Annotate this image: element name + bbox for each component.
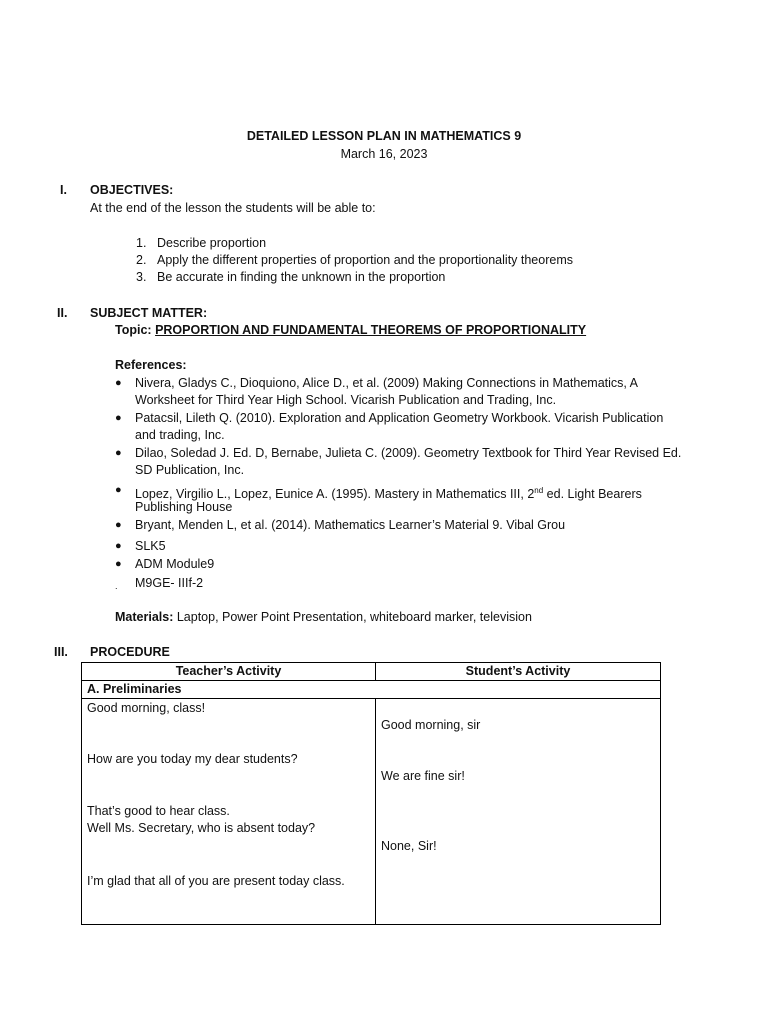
objective-number: 1. — [136, 236, 147, 250]
objective-item: Apply the different properties of proportion and the proportionality theorems — [157, 253, 573, 267]
objectives-heading: OBJECTIVES: — [90, 183, 174, 197]
teacher-line: Well Ms. Secretary, who is absent today? — [87, 821, 316, 835]
topic-label: Topic: — [115, 323, 152, 337]
materials-text: Laptop, Power Point Presentation, whiteboard marker, television — [176, 610, 532, 624]
objective-item: Be accurate in finding the unknown in the proportion — [157, 270, 446, 284]
subject-matter-numeral: II. — [57, 306, 68, 320]
col-student-header: Student’s Activity — [376, 663, 661, 681]
bullet-icon: ● — [115, 484, 122, 496]
teacher-line: I’m glad that all of you are present today class. — [87, 874, 345, 888]
teacher-line: Good morning, class! — [87, 701, 206, 715]
bullet-icon: ● — [115, 558, 122, 570]
teacher-line: How are you today my dear students? — [87, 752, 298, 766]
materials-label: Materials: — [115, 610, 174, 624]
objective-item: Describe proportion — [157, 236, 267, 250]
student-activity-cell — [376, 699, 661, 925]
procedure-numeral: III. — [54, 645, 68, 659]
topic-line — [115, 322, 586, 339]
student-line: We are fine sir! — [381, 769, 465, 783]
subject-matter-heading: SUBJECT MATTER: — [90, 306, 208, 320]
topic-text: PROPORTION AND FUNDAMENTAL THEOREMS OF PROPORTIONALITY — [155, 323, 587, 337]
bullet-icon: . — [115, 581, 118, 591]
document-title: DETAILED LESSON PLAN IN MATHEMATICS 9 — [246, 129, 522, 143]
procedure-heading: PROCEDURE — [90, 645, 170, 659]
table-section-row — [82, 681, 661, 699]
document-date: March 16, 2023 — [340, 147, 428, 161]
bullet-icon: ● — [115, 447, 122, 459]
objectives-intro: At the end of the lesson the students will be able to: — [90, 201, 376, 215]
table-row — [82, 699, 661, 925]
student-line: None, Sir! — [381, 839, 437, 853]
objective-number: 3. — [136, 270, 147, 284]
procedure-table — [81, 662, 661, 925]
table-header-row — [82, 663, 661, 681]
teacher-line: That’s good to hear class. — [87, 804, 230, 818]
col-teacher-header: Teacher’s Activity — [82, 663, 376, 681]
lesson-plan-page: DETAILED LESSON PLAN IN MATHEMATICS 9 March 16, 2023 I. OBJECTIVES: At the end of the lesson the students will be able to: 1. Describe proportion 2. Apply the different properties of proportion and the proportionality theorems 3. Be accurate in finding the unknown in the proportion II. SUBJECT MATTER: Topic: PROPORTION AND FUNDAMENTAL THEOREMS OF PROPORTIONALITY References: ● Nivera, Gladys C., Dioquiono, Alice D., et al. (2009) Making Connections in Mathematics, A Worksheet for Third Year High School. Vicarish Publication and Trading, Inc. ● Patacsil, Lileth Q. (2010). Exploration and Application Geometry Workbook. Vicarish Publication and trading, Inc. ● Dilao, Soledad J. Ed. D, Bernabe, Julieta C. (2009). Geometry Textbook for Third Year Revised Ed. SD Publication, Inc. ● Lopez, Virgilio L., Lopez, Eunice A. (1995). Mastery in Mathematics III, 2nd ed. Light Bearers Publishing House ● Bryant, Menden L, et al. (2014). Mathematics Learner’s Material 9. Vibal Grou ● SLK5 ● ADM Module9 . M9GE- IIIf-2 Materials: Laptop, Power Point Presentation, whiteboard marker, television III. PROCEDURE Teacher’s Activity Student’s Activity A. Preliminaries Good morning, class! How are you today my dear students? That’s good to hear class. Well Ms. Secretary, who is absent today? I’m glad that all of you are present today class. Good morning, sir We are fine sir! None, Sir! — [0, 0, 768, 1024]
section-preliminaries: A. Preliminaries — [82, 681, 661, 699]
objective-number: 2. — [136, 253, 147, 267]
bullet-icon: ● — [115, 519, 122, 531]
bullet-icon: ● — [115, 540, 122, 552]
objectives-numeral: I. — [60, 183, 67, 197]
bullet-icon: ● — [115, 412, 122, 424]
teacher-activity-cell — [82, 699, 376, 925]
bullet-icon: ● — [115, 377, 122, 389]
student-line: Good morning, sir — [381, 718, 481, 732]
references-label: References: — [115, 358, 187, 372]
materials-line — [115, 609, 532, 626]
